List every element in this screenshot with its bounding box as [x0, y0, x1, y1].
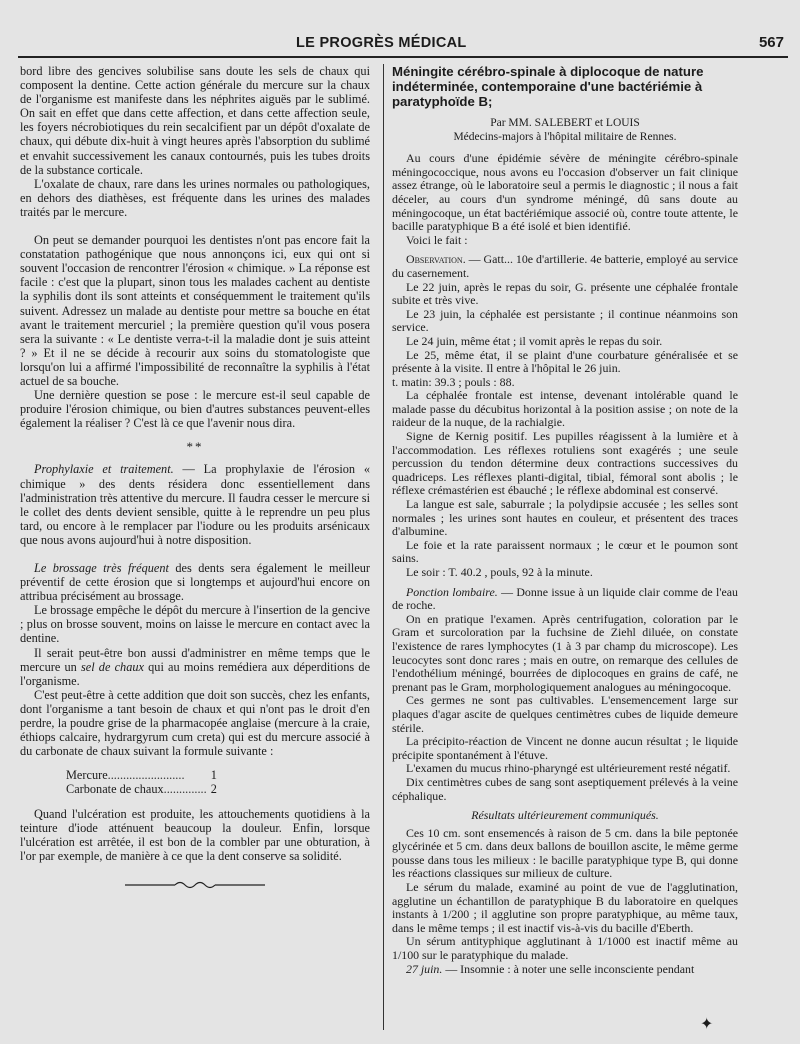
- paragraph: On peut se demander pourquoi les dentistes n'ont pas encore fait la constatation pathogénique que nous annonçons ici, eux qui ont si souvent l'occasion de rencontrer l'érosion « chimique. » La réponse est facile : c'est que la plupart, sinon tous les malades cachent au dentiste la syphilis dont ils sont atteints et conséquemment le traitement qu'ils suivent. Adressez un malade au dentiste pour mettre sa bouche en état avant le traitement mercuriel ; la première question qu'il vous posera sera la suivante : « Le dentiste verra-t-il la maladie dont je suis atteint ? » Et il ne se décide à recourir aux soins du stomatologiste que lorsqu'on lui a affirmé l'impossibilité de reconnaître la syphilis à l'état actuel de sa bouche.: [20, 233, 370, 388]
- page-number: 567: [758, 34, 784, 51]
- paragraph: La céphalée frontale est intense, devenant intolérable quand le malade passe du décubitus horizontal à la position assise ; on note de la raideur de la nuque, de la rachialgie.: [392, 388, 738, 430]
- paragraph: Il serait peut-être bon aussi d'administrer en même temps que le mercure un sel de chaux qui au moins remédiera aux déperditions de l'organisme.: [20, 645, 370, 688]
- paragraph: Le 24 juin, même état ; il vomit après le repas du soir.: [406, 333, 663, 348]
- header-rule: [18, 56, 788, 58]
- paragraph: L'oxalate de chaux, rare dans les urines normales ou pathologiques, en dehors des diathèses, est fréquente dans les urines des malades traités par le mercure.: [20, 176, 370, 219]
- paragraph: La langue est sale, saburrale ; la polydipsie accusée ; les selles sont normales ; les urines sont hautes en couleur, et présentent des traces d'albumine.: [392, 497, 738, 539]
- paragraph: Le 22 juin, après le repas du soir, G. présente une céphalée frontale subite et très vive.: [392, 279, 738, 308]
- formula-row: [66, 782, 221, 796]
- section-subheading: Résultats ultérieurement communiqués.: [471, 808, 659, 823]
- paragraph: Au cours d'une épidémie sévère de méningite cérébro-spinale méningococcique, nous avons eu l'occasion d'observer un fait clinique assez étrange, où le laboratoire seul a permis le diagnostic ; il nous a fait déceler, au cours d'un syndrome méningé, dû sans doute au méningocoque, un état bactériémique associé où, contre toute attente, le bacille paratyphique B a été isolé et bien identifié.: [392, 151, 738, 234]
- paragraph: L'examen du mucus rhino-pharyngé est ultérieurement resté négatif.: [406, 761, 731, 776]
- section-separator-stars: **: [186, 439, 204, 455]
- formula-table: [66, 768, 221, 796]
- date-lead: 27 juin.: [406, 961, 443, 976]
- paragraph: Le brossage empêche le dépôt du mercure à l'insertion de la gencive ; plus on brosse souvent, moins on laisse le mercure en contact avec la dentine.: [20, 603, 370, 646]
- formula-ingredient: Mercure.........................: [66, 768, 185, 783]
- paragraph: Ponction lombaire. — Donne issue à un liquide clair comme de l'eau de roche.: [392, 584, 738, 613]
- paragraph: Voici le fait :: [406, 232, 468, 247]
- paragraph: Une dernière question se pose : le mercure est-il seul capable de produire l'érosion chimique, ou bien d'autres substances peuvent-elles également la réaliser ? C'est là ce que l'avenir nous dira.: [20, 388, 370, 431]
- journal-title: LE PROGRÈS MÉDICAL: [296, 35, 467, 51]
- paragraph: Quand l'ulcération est produite, les attouchements quotidiens à la teinture d'iode atténuent beaucoup la douleur. Enfin, lorsque l'ulcération est arrêtée, il est bon de la combler par une obturation, à l'or par exemple, de manière à ce que la dent conserve sa solidité.: [20, 806, 370, 863]
- section-lead: Prophylaxie et traitement.: [34, 462, 174, 477]
- paragraph: Ces germes ne sont pas cultivables. L'ensemencement large sur plaques d'agar ascite de quelques centimètres cubes de liquide demeure stérile.: [392, 693, 738, 735]
- paragraph: La précipito-réaction de Vincent ne donne aucun résultat ; le liquide précipite spontanément à l'étuve.: [392, 734, 738, 762]
- paragraph: C'est peut-être à cette addition que doit son succès, chez les enfants, dont l'organisme a tant besoin de chaux et qui n'ont pas le droit d'en perdre, la poudre grise de la pharmacopée anglaise (mercure à la craie, éthiops calcaire, hydrargyrum cum creta) qui est du mercure associé à du carbonate de chaux suivant la formule suivante :: [20, 687, 370, 759]
- paragraph: Le soir : T. 40.2 , pouls, 92 à la minute.: [406, 565, 593, 579]
- section-lead: Observation.: [406, 252, 466, 267]
- column-divider: [383, 64, 384, 1030]
- article-affiliation: Médecins-majors à l'hôpital militaire de Rennes.: [453, 130, 677, 143]
- right-column: [392, 64, 738, 1032]
- article-byline: Par MM. SALEBERT et LOUIS: [490, 117, 640, 129]
- left-column: [20, 64, 370, 1032]
- paragraph: Le sérum du malade, examiné au point de vue de l'agglutination, agglutine un échantillon de paratyphique B du laboratoire en quelques instants à 1/200 ; il agglutine son propre paratyphique, au même taux, dans le même temps ; il est inactif vis-à-vis du bacille d'Eberth.: [392, 880, 738, 935]
- paragraph: On en pratique l'examen. Après centrifugation, coloration par le Gram et surcoloration par la fuchsine de Ziehl diluée, on constate l'existence de rares lymphocytes (1 à 3 par champ du microscope). Les leucocytes sont donc rares ; mais en outre, on remarque des cellules de l'endothélium méningé, bourrées de diplocoques en grains de café, ne prenant pas le Gram, morphologiquement analogues au méningocoque.: [392, 611, 738, 694]
- page-header: [0, 0, 800, 60]
- formula-row: [66, 768, 221, 782]
- paragraph: Un sérum antityphique agglutinant à 1/1000 est inactif même au 1/100 sur le paratyphique du malade.: [392, 934, 738, 963]
- paragraph: 27 juin. — Insomnie : à noter une selle inconsciente pendant: [406, 961, 695, 976]
- paragraph: Le 23 juin, la céphalée est persistante ; il continue néanmoins son service.: [392, 306, 738, 335]
- section-lead: Ponction lombaire.: [406, 584, 498, 599]
- article-title: Méningite cérébro-spinale à diplocoque de nature indéterminée, contemporaine d'une bactériémie à paratyphoïde B;: [392, 64, 704, 109]
- paragraph: Le 25, même état, il se plaint d'une courbature généralisée et se présente à la visite. Il entre à l'hôpital le 26 juin.: [392, 347, 738, 376]
- paragraph: t. matin: 39.3 ; pouls : 88.: [392, 374, 515, 389]
- paragraph: Dix centimètres cubes de sang sont aseptiquement prélevés à la veine céphalique.: [392, 774, 738, 803]
- paragraph: Observation. — Gatt... 10e d'artillerie. 4e batterie, employé au service du casernement.: [392, 252, 738, 280]
- end-ornament: [20, 879, 370, 893]
- paragraph: Signe de Kernig positif. Les pupilles réagissent à la lumière et à l'accommodation. Les réflexes rotuliens sont exagérés ; une seule percussion du tendon détermine deux contractions successives du quadriceps. Les réflexes planti-digital, tibial, fémoral sont abolis ; le réflexe crémastérien est ébauché ; le réflexe abdominal est conservé.: [392, 429, 738, 498]
- formula-ingredient: Carbonate de chaux..............: [66, 782, 207, 797]
- formula-quantity: 1: [210, 768, 217, 783]
- paragraph: Le brossage très fréquent des dents sera également le meilleur préventif de cette érosion que si longtemps et aujourd'hui encore on attribua précisément au brossage.: [20, 561, 370, 604]
- paragraph: Ces 10 cm. sont ensemencés à raison de 5 cm. dans la bile peptonée glycérinée et 5 cm. dans deux ballons de bouillon ascite, le même germe pousse dans tous les milieux : le bacille paratyphique type B, qui donne les réactions classiques sur milieux de culture.: [392, 825, 738, 881]
- paragraph: Le foie et la rate paraissent normaux ; le cœur et le poumon sont sains.: [392, 537, 738, 566]
- formula-quantity: 2: [210, 782, 217, 797]
- continuation-mark-icon: ✦: [700, 1016, 714, 1033]
- section-lead: Le brossage très fréquent: [34, 561, 169, 575]
- paragraph: bord libre des gencives solubilise sans doute les sels de chaux qui composent la dentine. Cette action générale du mercure sur la chaux de l'organisme est manifeste dans les néphrites aiguës par le sublimé. On sait en effet que dans cette affection, et dans cette affection seule, les foyers nécrobiotiques du rein secalcifient par un dépôt d'oxalate de chaux, qui débute dix-huit à vingt heures après l'absorption du sublimé et envahit successivement les canaux contournés, puis les tubes droits de la substance corticale.: [20, 64, 370, 177]
- paragraph: Prophylaxie et traitement. — La prophylaxie de l'érosion « chimique » des dents résidera donc essentiellement dans l'administration très attentive du mercure. Il faudra cesser le mercure si le collet des dents devient sensible, quitte à le reprendre un peu plus tard, ou encore à le remplacer par l'iodure ou les produits arsénicaux que nous avons aujourd'hui à notre disposition.: [20, 462, 370, 547]
